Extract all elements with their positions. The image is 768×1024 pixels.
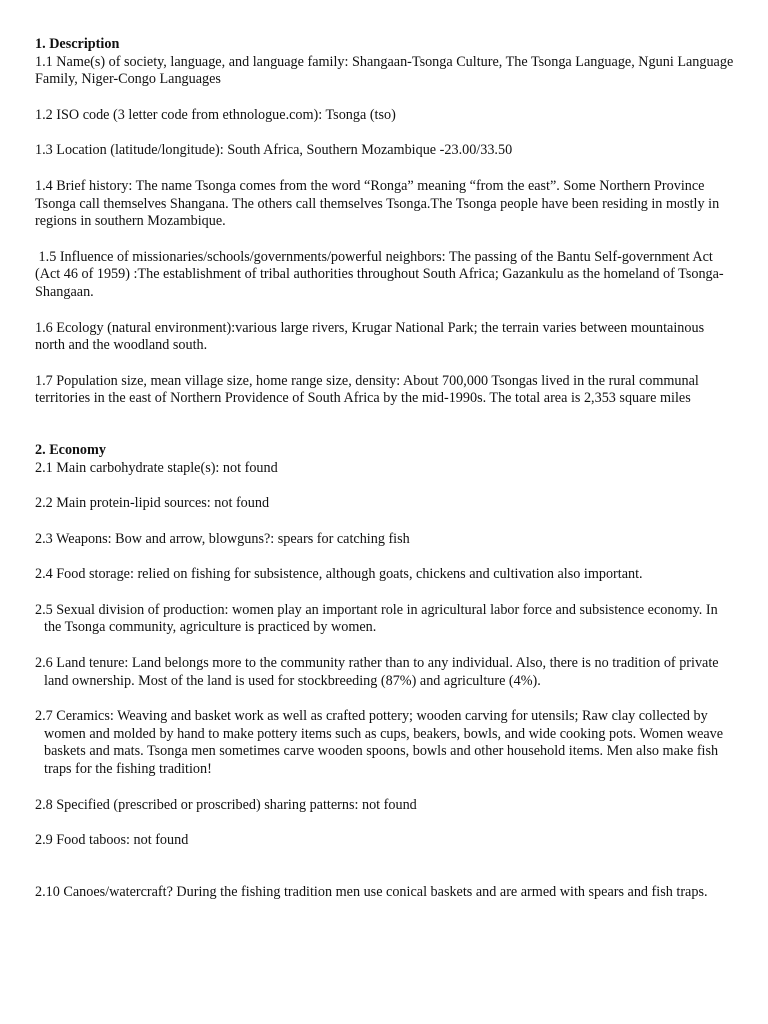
list-item-2-5: 2.5 Sexual division of production: women play an important role in agricultural labor force and subsistence economy. In the Tsonga community, agriculture is practiced by women. [35, 601, 718, 636]
list-item-1-5: 1.5 Influence of missionaries/schools/governments/powerful neighbors: The passing of the Bantu Self-government Act (Act 46 of 1959) :The establishment of tribal authorities throughout South Africa; Gazankulu as the homeland of Tsonga-Shangaan. [35, 248, 724, 300]
list-item-1-6: 1.6 Ecology (natural environment):various large rivers, Krugar National Park; the terrain varies between mountainous north and the woodland south. [35, 319, 705, 354]
section-economy [35, 442, 735, 902]
list-item-2-9: 2.9 Food taboos: not found [35, 832, 189, 849]
list-item-2-2: 2.2 Main protein-lipid sources: not found [35, 495, 270, 512]
section-description [35, 36, 735, 408]
list-item-1-7: 1.7 Population size, mean village size, home range size, density: About 700,000 Tsongas lived in the rural communal territories in the east of Northern Providence of South Africa by the mid-1990s. The total area is 2,353 square miles [35, 372, 699, 407]
list-item-1-4: 1.4 Brief history: The name Tsonga comes from the word “Ronga” meaning “from the east”. Some Northern Province Tsonga call themselves Shangana. The others call themselves Tsonga.The Tsonga people have been residing in mostly in regions in southern Mozambique. [35, 177, 720, 230]
list-item-2-7: 2.7 Ceramics: Weaving and basket work as well as crafted pottery; wooden carving for utensils; Raw clay collected by women and molded by hand to make pottery items such as cups, beakers, bowls, and wide cooking pots. Women weave baskets and mats. Tsonga men sometimes carve wooden spoons, bowls and other household items. Men also make fish traps for the fishing tradition! [35, 708, 724, 778]
section-heading: 2. Economy [35, 441, 106, 458]
section-heading: 1. Description [35, 36, 120, 52]
list-item-1-3: 1.3 Location (latitude/longitude): South Africa, Southern Mozambique -23.00/33.50 [35, 142, 513, 159]
list-item-2-10: 2.10 Canoes/watercraft? During the fishing tradition men use conical baskets and are armed with spears and fish traps. [35, 883, 708, 900]
list-item-2-8: 2.8 Specified (prescribed or proscribed) sharing patterns: not found [35, 796, 417, 813]
list-item-2-1: 2.1 Main carbohydrate staple(s): not found [35, 459, 278, 476]
document-page [35, 36, 735, 919]
list-item-1-2: 1.2 ISO code (3 letter code from ethnologue.com): Tsonga (tso) [35, 106, 396, 123]
list-item-2-4: 2.4 Food storage: relied on fishing for subsistence, although goats, chickens and cultivation also important. [35, 566, 643, 583]
list-item-2-3: 2.3 Weapons: Bow and arrow, blowguns?: spears for catching fish [35, 530, 410, 547]
list-item-2-6: 2.6 Land tenure: Land belongs more to the community rather than to any individual. Also, there is no tradition of private land ownership. Most of the land is used for stockbreeding (87%) and agriculture (4%). [35, 655, 719, 689]
list-item-1-1: 1.1 Name(s) of society, language, and language family: Shangaan-Tsonga Culture, The Tsonga Language, Nguni Language Family, Niger-Congo Languages [35, 53, 734, 88]
